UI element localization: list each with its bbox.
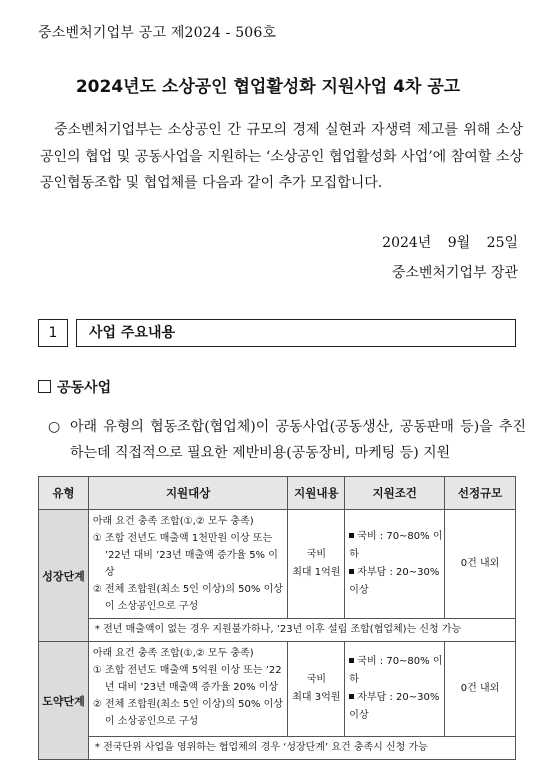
- target-cell: [88, 510, 288, 619]
- notice-date: 2024년 9월 25일: [382, 235, 518, 251]
- support-table: [38, 476, 516, 760]
- header-selection: 선정규모: [445, 477, 516, 510]
- condition-item: [349, 689, 443, 725]
- header-target: 지원대상: [88, 477, 288, 510]
- support-line: 최대 3억원: [292, 692, 341, 703]
- intro-paragraph: 중소벤처기업부는 소상공인 간 규모의 경제 실현과 자생력 제고를 위해 소상공인의 협업 및 공동사업을 지원하는 ‘소상공인 협업활성화 사업’에 참여할 소상공인협동조합 및 협업체를 다음과 같이 추가 모집합니다.: [40, 122, 523, 191]
- section-title: 사업 주요내용: [76, 319, 516, 347]
- stage-cell: 성장단계: [39, 510, 89, 642]
- bullet-item: [48, 414, 526, 466]
- header-type: 유형: [39, 477, 89, 510]
- condition-item: [349, 564, 443, 600]
- support-line: 국비: [306, 674, 327, 685]
- stage-cell: 도약단계: [39, 642, 89, 760]
- subsection-heading: [38, 377, 111, 397]
- condition-item: [349, 528, 443, 564]
- support-line: 국비: [306, 549, 327, 560]
- square-bullet-icon: [349, 569, 354, 574]
- target-line: 아래 요건 충족 조합(①,② 모두 충족): [92, 516, 254, 527]
- condition-item: [349, 653, 443, 689]
- note-row: [39, 737, 516, 760]
- table-row: [39, 642, 516, 737]
- support-cell: [288, 510, 345, 619]
- table-row: [39, 510, 516, 619]
- target-line: 아래 요건 충족 조합(①,② 모두 충족): [92, 648, 254, 659]
- condition-text: 자부담 : 20~30% 이상: [349, 692, 440, 721]
- subsection-title: 공동사업: [57, 380, 112, 396]
- target-line: ① 조합 전년도 매출액 1천만원 이상 또는 ’22년 대비 ’23년 매출액 증가율 5% 이상: [92, 533, 278, 578]
- checkbox-square-icon: [38, 380, 51, 393]
- notice-number: 중소벤처기업부 공고 제2024 - 506호: [38, 25, 277, 41]
- header-support: 지원내용: [288, 477, 345, 510]
- condition-cell: [345, 642, 445, 737]
- condition-cell: [345, 510, 445, 619]
- bullet-text: 아래 유형의 협동조합(협업체)이 공동사업(공동생산, 공동판매 등)을 추진하는데 직접적으로 필요한 제반비용(공동장비, 마케팅 등) 지원: [70, 419, 526, 461]
- square-bullet-icon: [349, 658, 354, 663]
- selection-cell: 0건 내외: [445, 642, 516, 737]
- selection-cell: 0건 내외: [445, 510, 516, 619]
- circle-bullet-icon: ○: [48, 419, 61, 435]
- target-cell: [88, 642, 288, 737]
- target-line: ① 조합 전년도 매출액 5억원 이상 또는 ’22년 대비 ’23년 매출액 증가율 20% 이상: [92, 665, 282, 693]
- section-number: 1: [38, 319, 68, 347]
- page-title: 2024년도 소상공인 협업활성화 지원사업 4차 공고: [75, 77, 461, 97]
- note-row: [39, 619, 516, 642]
- target-line: ② 전체 조합원(최소 5인 이상)의 50% 이상이 소상공인으로 구성: [92, 584, 283, 612]
- issuer: 중소벤처기업부 장관: [391, 265, 518, 281]
- table-header-row: [39, 477, 516, 510]
- header-condition: 지원조건: [345, 477, 445, 510]
- condition-text: 자부담 : 20~30% 이상: [349, 567, 440, 596]
- condition-text: 국비 : 70~80% 이하: [349, 656, 443, 685]
- support-line: 최대 1억원: [292, 567, 341, 578]
- table-note: * 전국단위 사업을 영위하는 협업체의 경우 ‘성장단계’ 요건 충족시 신청 가능: [88, 737, 515, 760]
- target-line: ② 전체 조합원(최소 5인 이상)의 50% 이상이 소상공인으로 구성: [92, 699, 283, 727]
- square-bullet-icon: [349, 694, 354, 699]
- support-cell: [288, 642, 345, 737]
- condition-text: 국비 : 70~80% 이하: [349, 531, 443, 560]
- table-note: * 전년 매출액이 없는 경우 지원불가하나, ’23년 이후 설립 조합(협업체)는 신청 가능: [88, 619, 515, 642]
- square-bullet-icon: [349, 533, 354, 538]
